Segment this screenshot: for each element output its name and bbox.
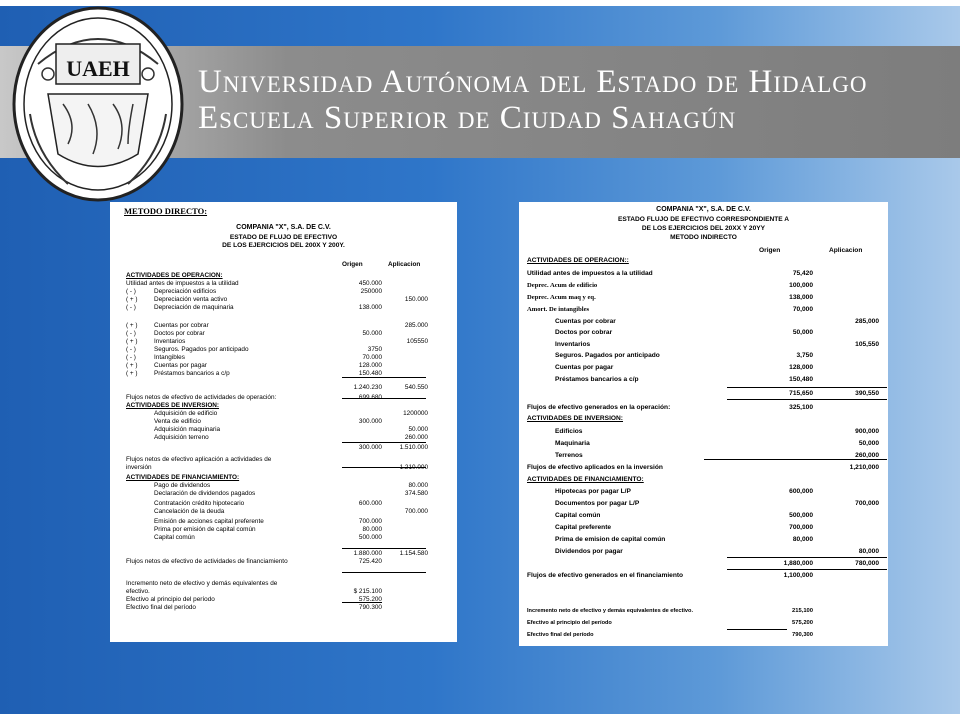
row-aplicacion-value: 700,000 (855, 500, 879, 507)
row-label: Utilidad antes de impuestos a la utilidad (126, 280, 239, 287)
row-sign: ( - ) (126, 346, 136, 353)
row-label: Inventarios (154, 338, 186, 345)
row-origen-value: 725.420 (358, 558, 382, 565)
sum-rule (342, 572, 426, 573)
row-aplicacion-value: 50.000 (408, 426, 428, 433)
row-origen-value: 450.000 (358, 280, 382, 287)
doc2-subtitle3: METODO INDIRECTO (670, 234, 737, 241)
row-aplicacion-value: 390,550 (855, 390, 879, 397)
row-aplicacion-value: 900,000 (855, 428, 879, 435)
row-label: Cuentas por pagar (555, 364, 614, 371)
row-sign: ( + ) (126, 296, 138, 303)
doc1-subtitle1: ESTADO DE FLUJO DE EFECTIVO (229, 234, 338, 241)
row-label: Doctos por cobrar (154, 330, 205, 337)
row-origen-value: 790.300 (358, 604, 382, 611)
row-aplicacion-value: 260,000 (855, 452, 879, 459)
row-label: ACTIVIDADES DE FINANCIAMIENTO: (527, 476, 644, 483)
row-origen-value: 50,000 (792, 329, 813, 336)
row-label: Cuentas por cobrar (154, 322, 209, 329)
row-origen-value: 500,000 (789, 512, 813, 519)
row-label: Efectivo al principio del período (527, 620, 612, 626)
row-origen-value: 100,000 (789, 282, 813, 289)
row-origen-value: 600,000 (789, 488, 813, 495)
row-origen-value: 3,750 (796, 352, 813, 359)
row-label: Seguros. Pagados por anticipado (154, 346, 249, 353)
row-origen-value: 70,000 (792, 306, 813, 313)
university-seal-logo (8, 4, 188, 204)
direct-method-label: METODO DIRECTO: (124, 206, 208, 216)
doc2-col-origen: Origen (759, 247, 781, 254)
row-aplicacion-value: 105550 (406, 338, 428, 345)
row-aplicacion-value: 285.000 (404, 322, 428, 329)
row-aplicacion-value: 80,000 (858, 548, 879, 555)
row-origen-value: 715,650 (789, 390, 813, 397)
row-label: Flujos netos de efectivo de actividades de financiamiento (126, 558, 288, 565)
sum-rule (342, 377, 426, 378)
doc2-company: COMPANIA "X", S.A. DE C.V. (656, 206, 751, 213)
row-origen-value: 300.000 (358, 418, 382, 425)
row-origen-value: 75,420 (792, 270, 813, 277)
doc2-subtitle2: DE LOS EJERCICIOS DEL 20XX Y 20YY (641, 225, 766, 232)
row-label: Contratación crédito hipotecario (154, 500, 245, 507)
row-label: Edificios (555, 428, 583, 435)
row-origen-value: $ 215.100 (353, 588, 382, 595)
row-label: Depreciación de maquinaria (154, 304, 234, 311)
row-origen-value: 128.000 (358, 362, 382, 369)
seal-text: UAEH (66, 56, 130, 81)
row-label: Efectivo final del período (126, 604, 196, 611)
row-label: Capital común (555, 512, 601, 519)
row-origen-value: 300.000 (358, 444, 382, 451)
row-label: Adquisición de edificio (154, 410, 218, 417)
row-label: ACTIVIDADES DE FINANCIAMIENTO: (126, 474, 240, 481)
doc1-subtitle2: DE LOS EJERCICIOS DEL 200X Y 200Y. (222, 242, 345, 249)
row-origen-value: 1.880.000 (353, 550, 382, 557)
doc1-company: COMPANIA "X", S.A. DE C.V. (236, 224, 331, 231)
row-origen-value: 70.000 (362, 354, 382, 361)
row-label: Flujos de efectivo generados en el financiamiento (527, 572, 684, 579)
row-label: Declaración de dividendos pagados (154, 490, 256, 497)
row-label: Flujos netos de efectivo aplicación a actividades de (126, 456, 272, 463)
bottom-border (0, 714, 960, 720)
row-label: Maquinaria (555, 440, 590, 447)
row-aplicacion-value: 285,000 (855, 318, 879, 325)
row-origen-value: 1,880,000 (783, 560, 813, 567)
row-origen-value: 138,000 (789, 294, 813, 301)
university-title: Universidad Autónoma del Estado de Hidalgo (198, 64, 868, 100)
row-origen-value: 1.240.230 (353, 384, 382, 391)
row-label: ACTIVIDADES DE INVERSION: (527, 415, 623, 422)
row-label: Incremento neto de efectivo y demás equivalentes de (126, 580, 278, 587)
row-label: Doctos por cobrar (555, 329, 613, 336)
row-label: Depreciación venta activo (154, 296, 228, 303)
row-label: efectivo. (126, 588, 150, 595)
sum-rule (704, 459, 887, 460)
row-aplicacion-value: 50,000 (858, 440, 879, 447)
row-label: ACTIVIDADES DE OPERACION:: (527, 257, 629, 264)
row-aplicacion-value: 540.550 (404, 384, 428, 391)
row-sign: ( + ) (126, 322, 138, 329)
row-origen-value: 700,000 (789, 524, 813, 531)
sum-rule (727, 569, 887, 570)
row-aplicacion-value: 260.000 (404, 434, 428, 441)
row-label: Capital preferente (555, 524, 612, 531)
row-origen-value: 575.200 (358, 596, 382, 603)
row-aplicacion-value: 700.000 (404, 508, 428, 515)
row-label: Cuentas por pagar (154, 362, 207, 369)
row-origen-value: 575,200 (792, 620, 813, 626)
row-label: Cuentas por cobrar (555, 318, 616, 325)
row-aplicacion-value: 105,550 (855, 341, 879, 348)
row-label: Depreciación edificios (154, 288, 217, 295)
row-label: Incremento neto de efectivo y demás equivalentes de efectivo. (527, 608, 694, 614)
row-origen-value: 325,100 (789, 404, 813, 411)
row-aplicacion-value: 150.000 (404, 296, 428, 303)
row-label: Préstamos bancarios a c/p (154, 370, 230, 377)
row-origen-value: 1,100,000 (783, 572, 813, 579)
row-label: Terrenos (555, 452, 583, 459)
doc1-col-origen: Origen (342, 261, 363, 268)
row-sign: ( + ) (126, 362, 138, 369)
row-label: Emisión de acciones capital preferente (154, 518, 264, 525)
row-sign: ( + ) (126, 338, 138, 345)
row-label: Deprec. Acum de edificio (527, 282, 598, 289)
row-origen-value: 250000 (360, 288, 382, 295)
row-origen-value: 215,100 (792, 608, 813, 614)
direct-method-statement (110, 202, 457, 642)
sum-rule (342, 602, 382, 603)
row-label: Flujos netos de efectivo de actividades de operación: (126, 394, 277, 401)
row-origen-value: 150,480 (789, 376, 813, 383)
row-label: Préstamos bancarios a c/p (555, 376, 639, 383)
row-label: Prima por emisión de capital común (154, 526, 256, 533)
row-origen-value: 699.680 (358, 394, 382, 401)
row-aplicacion-value: 1.154.580 (399, 550, 428, 557)
row-label: Seguros. Pagados por anticipado (555, 352, 660, 359)
row-origen-value: 128,000 (789, 364, 813, 371)
row-origen-value: 790,300 (792, 632, 813, 638)
row-label: Inventarios (555, 341, 591, 348)
row-origen-value: 80,000 (792, 536, 813, 543)
row-label: Hipotecas por pagar L/P (555, 488, 631, 495)
row-label: ACTIVIDADES DE OPERACION: (126, 272, 223, 279)
row-origen-value: 50.000 (362, 330, 382, 337)
doc2-col-aplicacion: Aplicacion (829, 247, 863, 254)
sum-rule (342, 442, 426, 443)
row-origen-value: 600.000 (358, 500, 382, 507)
row-aplicacion-value: 780,000 (855, 560, 879, 567)
sum-rule (727, 629, 787, 630)
row-label: Efectivo final del período (527, 632, 594, 638)
row-label: Adquisición maquinaria (154, 426, 221, 433)
row-aplicacion-value: 80.000 (408, 482, 428, 489)
doc2-subtitle1: ESTADO FLUJO DE EFECTIVO CORRESPONDIENTE A (617, 216, 790, 223)
row-label: Utilidad antes de impuestos a la utilidad (527, 270, 653, 277)
row-label: ACTIVIDADES DE INVERSION: (126, 402, 220, 409)
sum-rule (727, 387, 887, 388)
row-label: Venta de edificio (154, 418, 201, 425)
school-title: Escuela Superior de Ciudad Sahagún (198, 100, 737, 136)
row-aplicacion-value: 1200000 (403, 410, 428, 417)
row-label: Flujos de efectivo aplicados en la inversión (527, 464, 663, 471)
row-label: Pago de dividendos (154, 482, 211, 489)
row-label: inversión (126, 464, 152, 471)
row-sign: ( - ) (126, 304, 136, 311)
row-label: Dividendos por pagar (555, 548, 623, 555)
row-label: Documentos por pagar L/P (555, 500, 640, 507)
row-aplicacion-value: 1.210.000 (399, 464, 428, 471)
row-sign: ( - ) (126, 354, 136, 361)
row-label: Efectivo al principio del período (126, 596, 215, 603)
row-aplicacion-value: 374.580 (404, 490, 428, 497)
row-origen-value: 150.480 (358, 370, 382, 377)
row-aplicacion-value: 1,210,000 (849, 464, 879, 471)
doc1-col-aplicacion: Aplicacion (388, 261, 421, 268)
row-label: Flujos de efectivo generados en la operación: (527, 404, 671, 411)
row-label: Prima de emision de capital común (555, 536, 666, 543)
sum-rule (342, 398, 426, 399)
row-origen-value: 138.000 (358, 304, 382, 311)
row-label: Deprec. Acum maq y eq. (527, 294, 596, 301)
row-origen-value: 80.000 (362, 526, 382, 533)
row-label: Amort. De intangibles (527, 306, 590, 313)
sum-rule (342, 548, 426, 549)
indirect-method-statement (519, 202, 888, 646)
sum-rule (727, 557, 887, 558)
row-sign: ( - ) (126, 330, 136, 337)
row-origen-value: 500.000 (358, 534, 382, 541)
sum-rule (727, 399, 887, 400)
row-sign: ( + ) (126, 370, 138, 377)
row-label: Cancelación de la deuda (154, 508, 225, 515)
row-origen-value: 3750 (367, 346, 382, 353)
row-label: Intangibles (154, 354, 185, 361)
row-sign: ( - ) (126, 288, 136, 295)
row-label: Adquisición terreno (154, 434, 209, 441)
row-origen-value: 700.000 (358, 518, 382, 525)
sum-rule (342, 467, 426, 468)
row-aplicacion-value: 1.510.000 (399, 444, 428, 451)
row-label: Capital común (154, 534, 195, 541)
